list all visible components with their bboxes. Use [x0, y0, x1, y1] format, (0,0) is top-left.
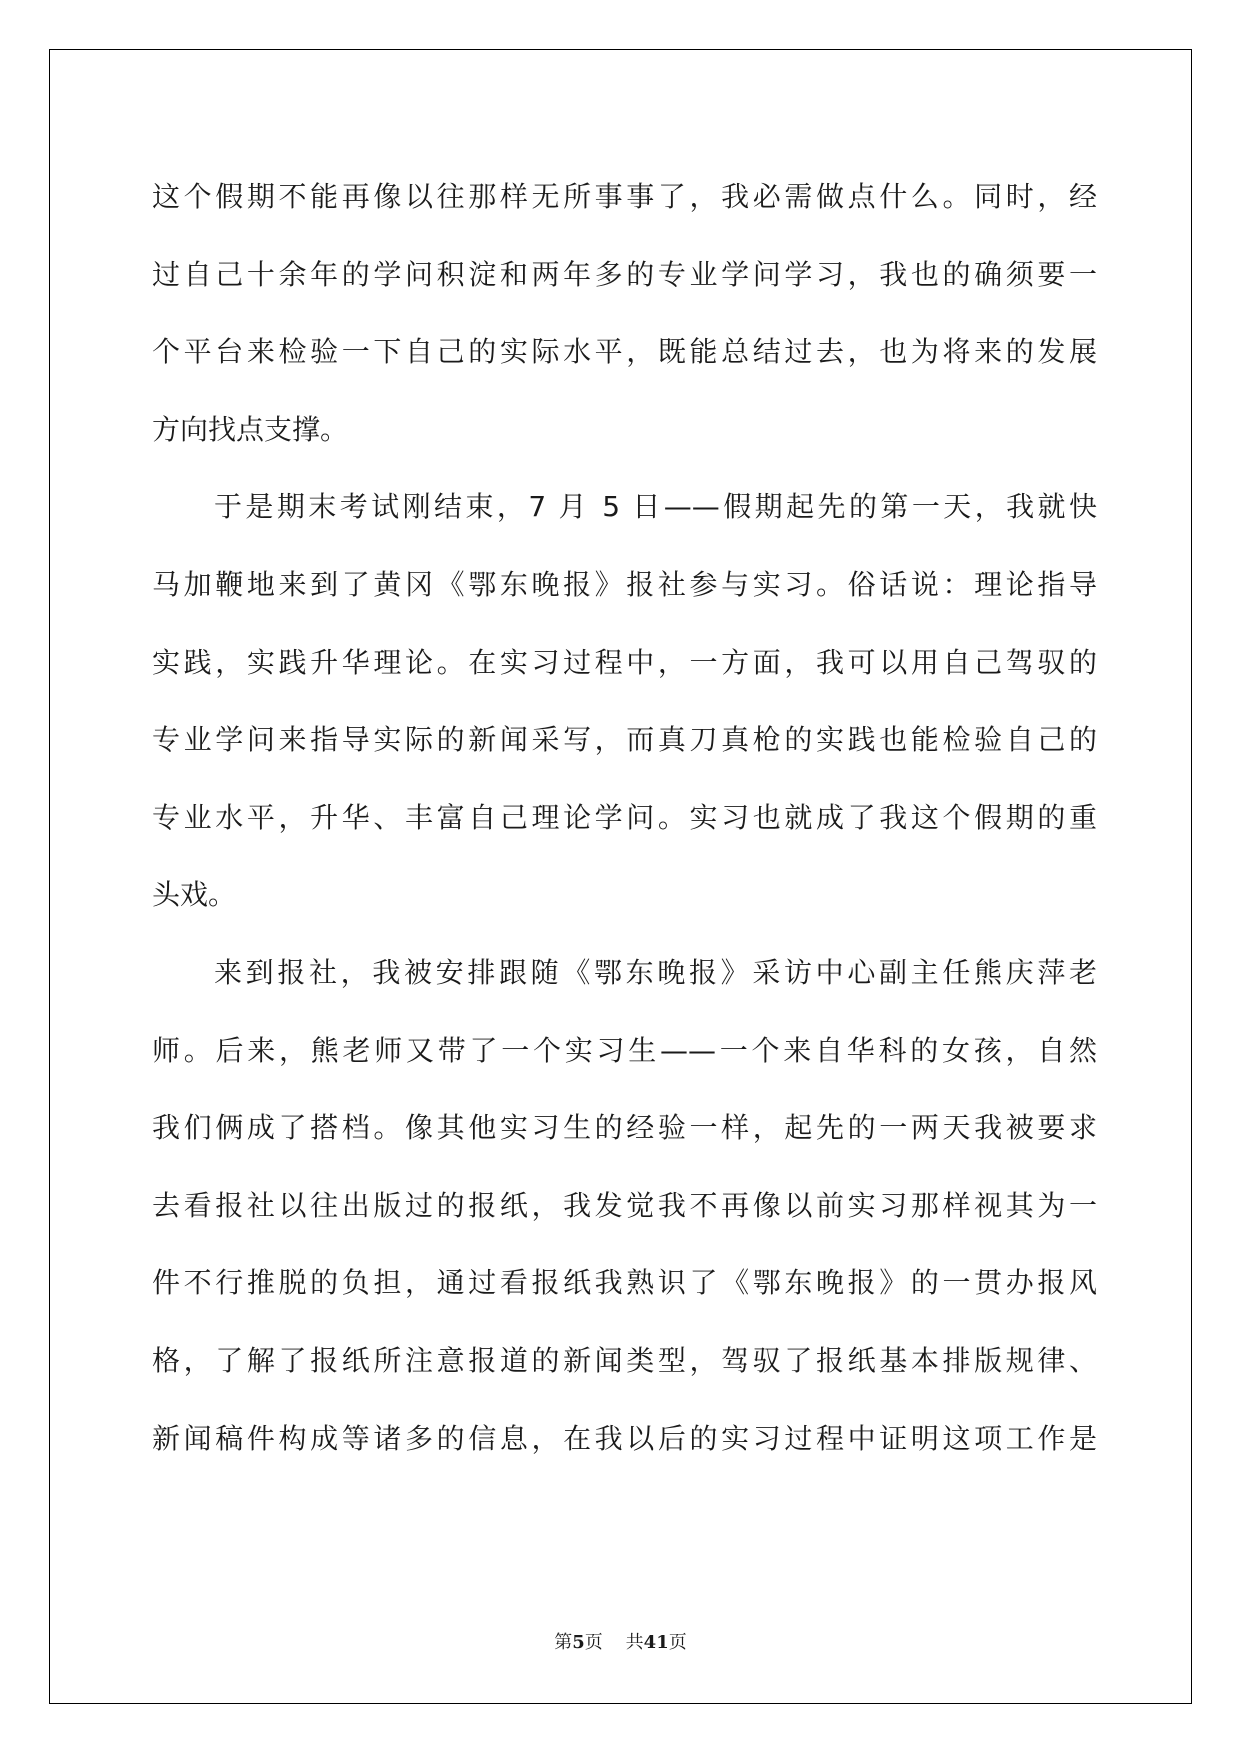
- footer-middle: 页 共: [584, 1632, 644, 1653]
- text-line: 专业学问来指导实际的新闻采写，而真刀真枪的实践也能检验自己的: [152, 723, 1097, 757]
- text-line: 专业水平，升华、丰富自己理论学问。实习也就成了我这个假期的重: [152, 800, 1097, 834]
- text-line: 新闻稿件构成等诸多的信息，在我以后的实习过程中证明这项工作是: [152, 1421, 1097, 1455]
- text-line: 我们俩成了搭档。像其他实习生的经验一样，起先的一两天我被要求: [152, 1111, 1097, 1145]
- footer-suffix: 页: [668, 1632, 687, 1653]
- text-line: 实践，实践升华理论。在实习过程中，一方面，我可以用自己驾驭的: [152, 645, 1097, 679]
- text-line: 方向找点支撑。: [152, 412, 349, 446]
- text-line: 件不行推脱的负担，通过看报纸我熟识了《鄂东晚报》的一贯办报风: [152, 1266, 1097, 1300]
- text-line: 个平台来检验一下自己的实际水平，既能总结过去，也为将来的发展: [152, 335, 1097, 369]
- document-body: [152, 158, 1097, 1477]
- page-footer: [0, 1628, 1241, 1654]
- text-line: 头戏。: [152, 878, 237, 912]
- text-line: 来到报社，我被安排跟随《鄂东晚报》采访中心副主任熊庆萍老: [214, 955, 1097, 989]
- text-line: 格，了解了报纸所注意报道的新闻类型，驾驭了报纸基本排版规律、: [152, 1343, 1097, 1377]
- footer-prefix: 第: [554, 1632, 573, 1653]
- text-line: 这个假期不能再像以往那样无所事事了，我必需做点什么。同时，经: [152, 180, 1097, 213]
- text-line: 马加鞭地来到了黄冈《鄂东晚报》报社参与实习。俗话说：理论指导: [152, 567, 1097, 601]
- text-line: 去看报社以往出版过的报纸，我发觉我不再像以前实习那样视其为一: [152, 1188, 1097, 1222]
- text-line: 过自己十余年的学问积淀和两年多的专业学问学习，我也的确须要一: [152, 257, 1097, 291]
- total-page-count: 41: [643, 1632, 669, 1653]
- current-page-number: 5: [572, 1632, 585, 1653]
- text-line: 于是期末考试刚结束，7 月 5 日——假期起先的第一天，我就快: [214, 490, 1097, 524]
- text-line: 师。后来，熊老师又带了一个实习生——一个来自华科的女孩，自然: [152, 1033, 1097, 1067]
